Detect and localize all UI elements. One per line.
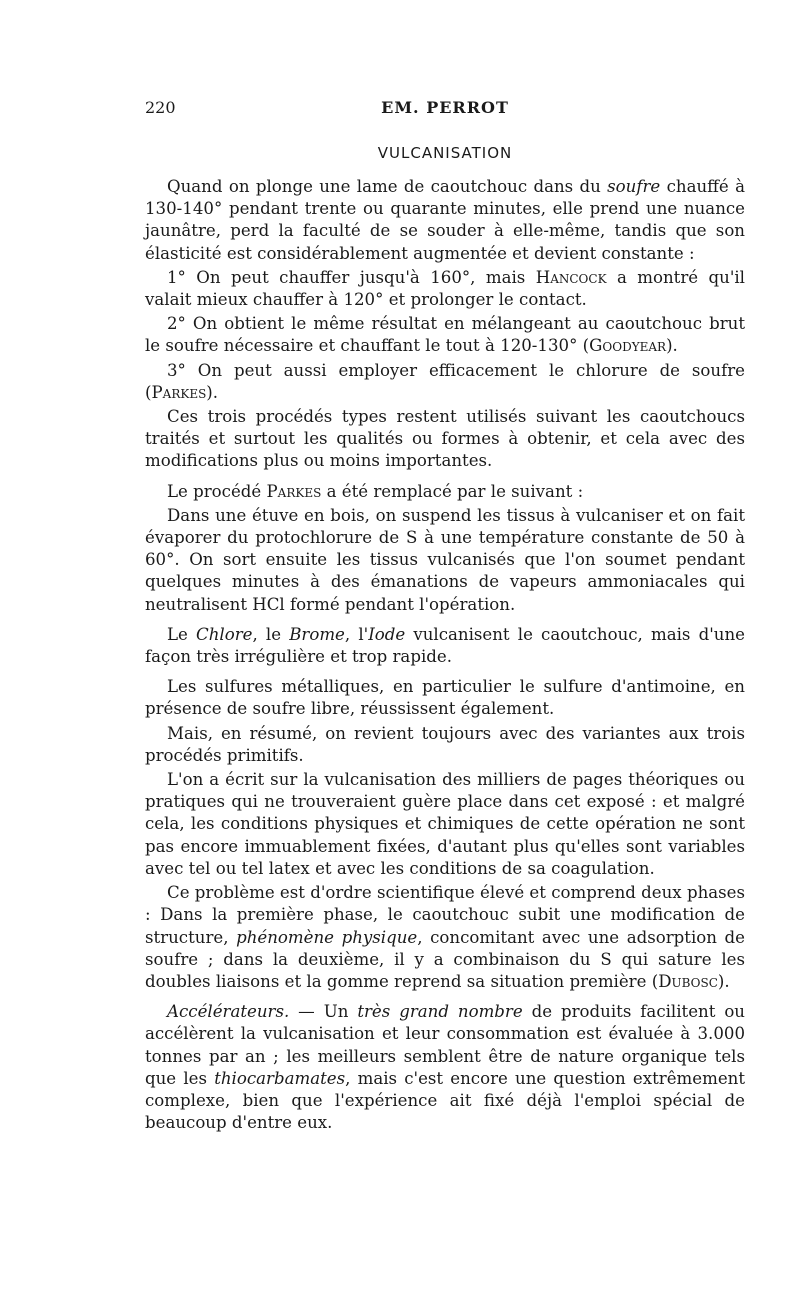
paragraph: Dans une étuve en bois, on suspend les tissus à vulcaniser et on fait évaporer du protochlorure de S à une température constante de 50 à 60°. On sort ensuite les tissus vulcanisés que l'on soumet pendant quelques minutes à des émanations de vapeurs ammoniacales qui neutralisent HCl formé pendant l'opération. xyxy=(145,505,745,614)
paragraph: Mais, en résumé, on revient toujours avec des variantes aux trois procédés primitifs. xyxy=(145,723,745,765)
paragraph: Accélérateurs. — Un très grand nombre de produits facilitent ou accélèrent la vulcanisation et leur consommation est évaluée à 3.000 tonnes par an ; les meilleurs semblent être de nature organique tels que les thiocarbamates, mais c'est encore une question extrêmement complexe, bien que l'expérience ait fixé déjà l'emploi spécial de beaucoup d'entre eux. xyxy=(145,1002,745,1133)
paragraph: Le procédé Parkes a été remplacé par le suivant : xyxy=(167,481,584,501)
paragraph: Ces trois procédés types restent utilisés suivant les caoutchoucs traités et surtout les qualités ou formes à obtenir, et cela avec des modifications plus ou moins importantes. xyxy=(145,407,745,471)
paragraph: Les sulfures métalliques, en particulier le sulfure d'antimoine, en présence de soufre libre, réussissent également. xyxy=(145,677,745,719)
subheading: Accélérateurs. xyxy=(167,1002,290,1022)
author-name: Parkes xyxy=(151,382,207,402)
author-name: Dubosc xyxy=(658,971,718,991)
page-header xyxy=(145,98,745,124)
page-number: 220 xyxy=(145,98,176,117)
author-name: Parkes xyxy=(266,481,322,501)
paragraph: 2° On obtient le même résultat en mélangeant au caoutchouc brut le soufre nécessaire et chauffant le tout à 120-130° (Goodyear). xyxy=(145,314,745,356)
paragraph: 1° On peut chauffer jusqu'à 160°, mais Hancock a montré qu'il valait mieux chauffer à 120° et prolonger le contact. xyxy=(145,267,745,310)
author-name: Goodyear xyxy=(589,336,667,356)
paragraph: 3° On peut aussi employer efficacement le chlorure de soufre (Parkes). xyxy=(145,360,745,402)
running-head: EM. PERROT xyxy=(381,98,509,117)
paragraph: Quand on plonge une lame de caoutchouc dans du soufre chauffé à 130-140° pendant trente ou quarante minutes, elle prend une nuance jaunâtre, perd la faculté de se souder à elle-même, tandis que son élasticité est considérablement augmentée et devient constante : xyxy=(145,177,745,263)
author-name: Hancock xyxy=(535,267,607,287)
section-title: VULCANISATION xyxy=(377,144,513,162)
paragraph: L'on a écrit sur la vulcanisation des milliers de pages théoriques ou pratiques qui ne trouveraient guère place dans cet exposé : et malgré cela, les conditions physiques et chimiques de cette opération ne sont pas encore immuablement fixées, d'autant plus qu'elles sont variables avec tel ou tel latex et avec les conditions de sa coagulation. xyxy=(145,770,745,878)
body-text xyxy=(145,176,745,1134)
paragraph: Ce problème est d'ordre scientifique élevé et comprend deux phases : Dans la première phase, le caoutchouc subit une modification de structure, phénomène physique, concomitant avec une adsorption de soufre ; dans la deuxième, il y a combinaison du S qui sature les doubles liaisons et la gomme reprend sa situation première (Dubosc). xyxy=(145,883,746,991)
paragraph: Le Chlore, le Brome, l'Iode vulcanisent le caoutchouc, mais d'une façon très irrégulière et trop rapide. xyxy=(145,624,745,667)
